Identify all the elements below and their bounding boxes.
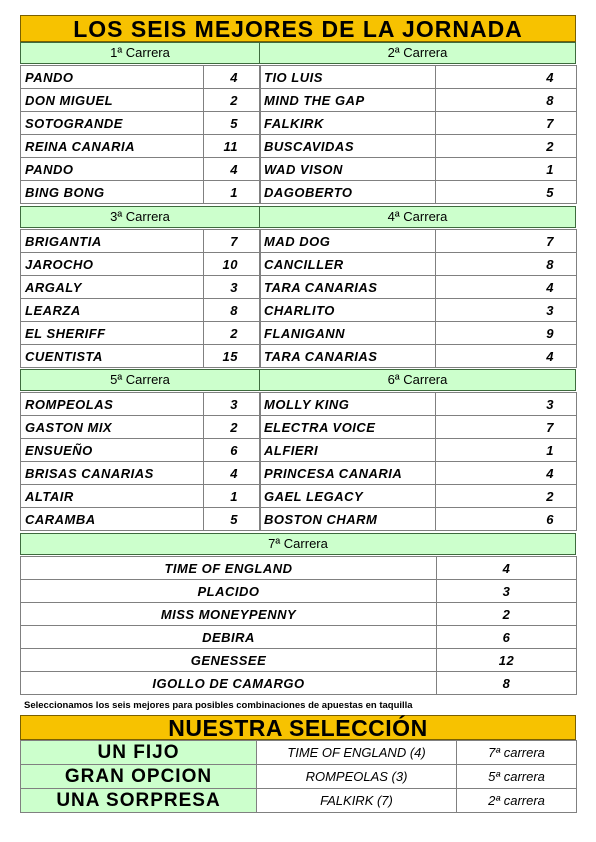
horse-name: MISS MONEYPENNY: [21, 603, 437, 626]
horse-number: 4: [204, 158, 261, 181]
horse-number: 8: [436, 89, 577, 112]
selection-horse: TIME OF ENGLAND (4): [257, 741, 457, 765]
selection-title: NUESTRA SELECCIÓN: [20, 715, 576, 740]
table-row: [21, 181, 261, 204]
horse-name: GAEL LEGACY: [260, 485, 436, 508]
horse-number: 5: [436, 181, 577, 204]
horse-number: 6: [437, 626, 577, 649]
selection-race: 7ª carrera: [457, 741, 577, 765]
table-row: [260, 112, 577, 135]
table-row: [260, 135, 577, 158]
horse-name: REINA CANARIA: [21, 135, 204, 158]
table-row: [21, 462, 261, 485]
horse-number: 1: [436, 158, 577, 181]
horse-name: ENSUEÑO: [21, 439, 204, 462]
race-6-table: [259, 392, 577, 531]
race-4-header: 4ª Carrera: [259, 206, 576, 228]
table-row: [21, 508, 261, 531]
horse-number: 10: [204, 253, 261, 276]
horse-name: CHARLITO: [260, 299, 436, 322]
horse-name: FLANIGANN: [260, 322, 436, 345]
horse-number: 4: [437, 557, 577, 580]
horse-number: 4: [436, 276, 577, 299]
table-row: [21, 276, 261, 299]
race-1-table: [20, 65, 261, 204]
selection-row: [21, 765, 577, 789]
selection-row: [21, 741, 577, 765]
horse-number: 2: [436, 485, 577, 508]
horse-name: BUSCAVIDAS: [260, 135, 436, 158]
horse-name: IGOLLO DE CAMARGO: [21, 672, 437, 695]
horse-name: DON MIGUEL: [21, 89, 204, 112]
horse-number: 8: [436, 253, 577, 276]
table-row: [21, 112, 261, 135]
horse-number: 7: [204, 230, 261, 253]
horse-number: 4: [204, 462, 261, 485]
table-row: [21, 393, 261, 416]
horse-name: BOSTON CHARM: [260, 508, 436, 531]
race-3-table: [20, 229, 261, 368]
horse-name: ARGALY: [21, 276, 204, 299]
horse-name: SOTOGRANDE: [21, 112, 204, 135]
table-row: [260, 253, 577, 276]
horse-number: 3: [436, 299, 577, 322]
horse-name: BRISAS CANARIAS: [21, 462, 204, 485]
table-row: [21, 439, 261, 462]
table-row: [21, 626, 577, 649]
horse-name: GENESSEE: [21, 649, 437, 672]
horse-name: LEARZA: [21, 299, 204, 322]
horse-name: FALKIRK: [260, 112, 436, 135]
horse-number: 5: [204, 508, 261, 531]
horse-name: TARA CANARIAS: [260, 276, 436, 299]
table-row: [21, 416, 261, 439]
horse-name: CARAMBA: [21, 508, 204, 531]
horse-name: ALFIERI: [260, 439, 436, 462]
horse-name: PLACIDO: [21, 580, 437, 603]
table-row: [21, 580, 577, 603]
race-5-header: 5ª Carrera: [20, 369, 260, 391]
table-row: [21, 135, 261, 158]
horse-number: 6: [436, 508, 577, 531]
table-row: [21, 603, 577, 626]
table-row: [260, 485, 577, 508]
horse-number: 11: [204, 135, 261, 158]
table-row: [260, 393, 577, 416]
table-row: [260, 276, 577, 299]
horse-name: MIND THE GAP: [260, 89, 436, 112]
horse-number: 3: [204, 276, 261, 299]
horse-number: 8: [437, 672, 577, 695]
table-row: [260, 89, 577, 112]
horse-number: 2: [204, 322, 261, 345]
horse-number: 2: [204, 416, 261, 439]
page-title: LOS SEIS MEJORES DE LA JORNADA: [20, 15, 576, 42]
table-row: [260, 158, 577, 181]
selection-table: [20, 740, 577, 813]
horse-name: CANCILLER: [260, 253, 436, 276]
horse-name: JAROCHO: [21, 253, 204, 276]
race-3-header: 3ª Carrera: [20, 206, 260, 228]
horse-name: MOLLY KING: [260, 393, 436, 416]
horse-name: GASTON MIX: [21, 416, 204, 439]
table-row: [260, 181, 577, 204]
horse-number: 4: [436, 462, 577, 485]
horse-number: 7: [436, 112, 577, 135]
selection-label: GRAN OPCION: [21, 765, 257, 789]
table-row: [21, 672, 577, 695]
table-row: [260, 322, 577, 345]
table-row: [21, 230, 261, 253]
horse-name: MAD DOG: [260, 230, 436, 253]
selection-label: UN FIJO: [21, 741, 257, 765]
horse-name: WAD VISON: [260, 158, 436, 181]
table-row: [260, 299, 577, 322]
horse-number: 3: [204, 393, 261, 416]
table-row: [260, 462, 577, 485]
horse-name: PRINCESA CANARIA: [260, 462, 436, 485]
selection-horse: ROMPEOLAS (3): [257, 765, 457, 789]
race-5-table: [20, 392, 261, 531]
table-row: [21, 89, 261, 112]
horse-number: 3: [437, 580, 577, 603]
table-row: [260, 416, 577, 439]
table-row: [21, 253, 261, 276]
race-2-table: [259, 65, 577, 204]
selection-note: Seleccionamos los seis mejores para posibles combinaciones de apuestas en taquilla: [24, 700, 413, 711]
horse-name: TIO LUIS: [260, 66, 436, 89]
horse-number: 3: [436, 393, 577, 416]
selection-horse: FALKIRK (7): [257, 789, 457, 813]
table-row: [260, 508, 577, 531]
selection-label: UNA SORPRESA: [21, 789, 257, 813]
race-7-table: [20, 556, 577, 695]
horse-number: 1: [204, 181, 261, 204]
table-row: [260, 230, 577, 253]
horse-number: 2: [204, 89, 261, 112]
horse-number: 5: [204, 112, 261, 135]
horse-name: DEBIRA: [21, 626, 437, 649]
table-row: [21, 649, 577, 672]
horse-name: TARA CANARIAS: [260, 345, 436, 368]
horse-number: 4: [436, 345, 577, 368]
horse-name: ROMPEOLAS: [21, 393, 204, 416]
race-7-header: 7ª Carrera: [20, 533, 576, 555]
horse-number: 4: [204, 66, 261, 89]
table-row: [21, 557, 577, 580]
table-row: [21, 299, 261, 322]
horse-number: 2: [436, 135, 577, 158]
horse-number: 1: [204, 485, 261, 508]
horse-number: 15: [204, 345, 261, 368]
horse-number: 2: [437, 603, 577, 626]
horse-name: BRIGANTIA: [21, 230, 204, 253]
selection-race: 5ª carrera: [457, 765, 577, 789]
race-1-header: 1ª Carrera: [20, 42, 260, 64]
horse-name: PANDO: [21, 66, 204, 89]
horse-name: ELECTRA VOICE: [260, 416, 436, 439]
race-2-header: 2ª Carrera: [259, 42, 576, 64]
horse-name: ALTAIR: [21, 485, 204, 508]
horse-number: 9: [436, 322, 577, 345]
table-row: [21, 322, 261, 345]
selection-row: [21, 789, 577, 813]
table-row: [21, 66, 261, 89]
race-6-header: 6ª Carrera: [259, 369, 576, 391]
horse-name: CUENTISTA: [21, 345, 204, 368]
table-row: [21, 158, 261, 181]
horse-name: TIME OF ENGLAND: [21, 557, 437, 580]
horse-name: PANDO: [21, 158, 204, 181]
table-row: [21, 485, 261, 508]
horse-name: EL SHERIFF: [21, 322, 204, 345]
table-row: [260, 439, 577, 462]
horse-number: 7: [436, 230, 577, 253]
horse-name: DAGOBERTO: [260, 181, 436, 204]
table-row: [21, 345, 261, 368]
selection-race: 2ª carrera: [457, 789, 577, 813]
horse-number: 6: [204, 439, 261, 462]
horse-number: 12: [437, 649, 577, 672]
horse-number: 8: [204, 299, 261, 322]
horse-name: BING BONG: [21, 181, 204, 204]
table-row: [260, 345, 577, 368]
race-4-table: [259, 229, 577, 368]
table-row: [260, 66, 577, 89]
horse-number: 4: [436, 66, 577, 89]
horse-number: 1: [436, 439, 577, 462]
horse-number: 7: [436, 416, 577, 439]
